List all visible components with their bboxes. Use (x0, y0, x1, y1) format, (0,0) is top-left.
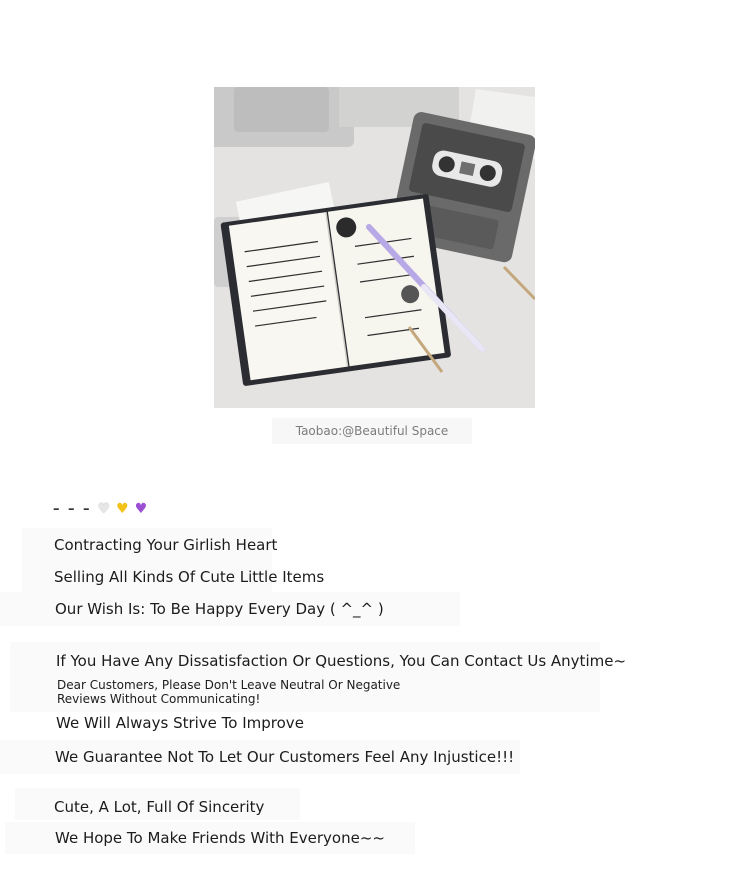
text-line-5: Dear Customers, Please Don't Leave Neutral Or Negative Reviews Without Communicating! (57, 678, 401, 706)
dashes: – – – (53, 501, 92, 517)
white-heart-icon: ♥ (97, 501, 111, 517)
text-line-3: Our Wish Is: To Be Happy Every Day ( ^_^ ) (55, 600, 384, 618)
divider-hearts (53, 498, 147, 520)
text-line-4: If You Have Any Dissatisfaction Or Questions, You Can Contact Us Anytime~ (56, 652, 627, 670)
photo-caption: Taobao:@Beautiful Space (272, 418, 472, 444)
purple-heart-icon: ♥ (134, 501, 148, 517)
text-line-6: We Will Always Strive To Improve (56, 714, 304, 732)
product-photo (214, 87, 535, 408)
text-line-2: Selling All Kinds Of Cute Little Items (54, 568, 325, 586)
text-line-1: Contracting Your Girlish Heart (54, 536, 278, 554)
text-line-9: We Hope To Make Friends With Everyone~~ (55, 829, 385, 847)
text-line-8: Cute, A Lot, Full Of Sincerity (54, 798, 265, 816)
text-line-7: We Guarantee Not To Let Our Customers Feel Any Injustice!!! (55, 748, 515, 766)
yellow-heart-icon: ♥ (116, 501, 129, 517)
product-photo-illustration (214, 87, 535, 408)
